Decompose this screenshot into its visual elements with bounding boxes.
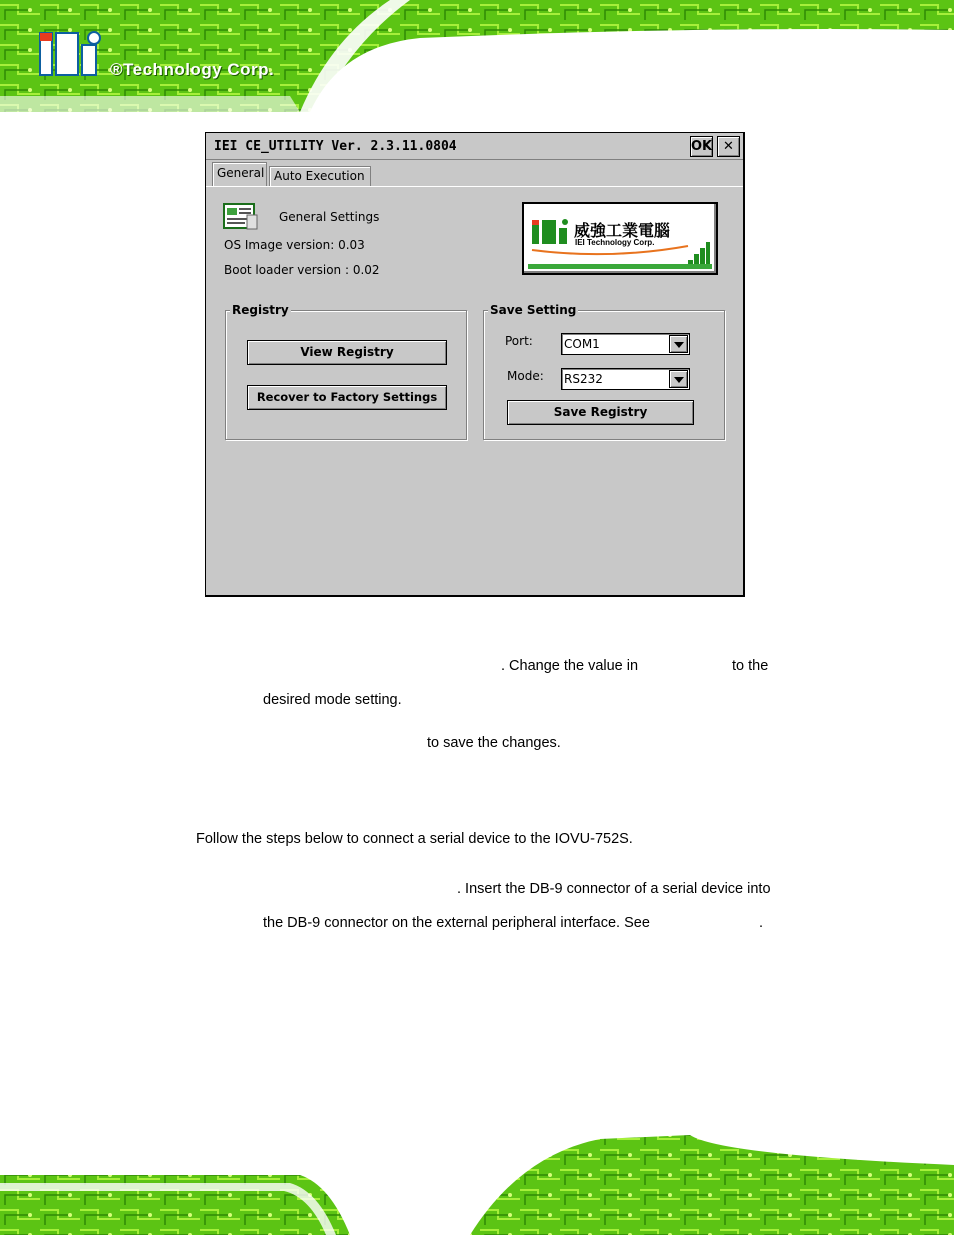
doc-line-save-changes: to save the changes. [427, 735, 561, 751]
iei-logo-icon [532, 218, 572, 246]
close-button[interactable] [717, 136, 740, 157]
logo-swoosh [530, 244, 690, 258]
port-label: Port: [505, 334, 533, 348]
tab-general[interactable]: General [212, 162, 267, 186]
footer-banner [0, 1125, 954, 1235]
mode-value: RS232 [564, 372, 603, 386]
ok-button[interactable]: OK [690, 136, 713, 157]
tab-auto-execution[interactable]: Auto Execution [269, 166, 371, 186]
registry-group [225, 303, 467, 440]
save-setting-group-label: Save Setting [490, 303, 577, 317]
general-settings-icon [223, 203, 259, 231]
chevron-down-icon[interactable] [669, 370, 688, 388]
port-value: COM1 [564, 337, 600, 351]
general-settings-label: General Settings [279, 210, 380, 224]
doc-line-change-value: . Change the value in [501, 658, 639, 674]
doc-line-db9-interface: the DB-9 connector on the external peripheral interface. See [263, 915, 650, 931]
close-icon: ✕ [723, 139, 734, 154]
save-setting-group [483, 303, 725, 440]
port-select[interactable] [561, 333, 690, 355]
logo-bottom-band [528, 264, 712, 269]
registry-group-label: Registry [232, 303, 289, 317]
logo-chinese-text: 威強工業電腦 [574, 221, 671, 240]
doc-line-to-the: to the [732, 658, 769, 674]
os-image-version: OS Image version: 0.03 [224, 238, 365, 252]
doc-line-insert-connector: . Insert the DB-9 connector of a serial device into [457, 881, 771, 897]
logo-bars-icon [688, 240, 710, 266]
mode-label: Mode: [507, 369, 544, 383]
iei-logo-box [522, 202, 718, 275]
doc-line-period: . [759, 915, 764, 931]
chevron-down-icon[interactable] [669, 335, 688, 353]
header-banner [0, 0, 954, 112]
tab-panel-border [206, 186, 743, 187]
ce-utility-dialog [205, 132, 745, 597]
dialog-titlebar [206, 133, 743, 160]
logo-english-text: IEI Technology Corp. [575, 238, 655, 247]
doc-line-desired-mode: desired mode setting. [263, 692, 402, 708]
brand-text: ®Technology Corp. [110, 60, 275, 79]
doc-paragraph-steps: Follow the steps below to connect a serial device to the IOVU-752S. [196, 831, 633, 847]
recover-factory-settings-button[interactable]: Recover to Factory Settings [247, 385, 447, 410]
view-registry-button[interactable]: View Registry [247, 340, 447, 365]
dialog-title: IEI CE_UTILITY Ver. 2.3.11.0804 [214, 139, 457, 154]
boot-loader-version: Boot loader version : 0.02 [224, 263, 380, 277]
save-registry-button[interactable]: Save Registry [507, 400, 694, 425]
mode-select[interactable] [561, 368, 690, 390]
